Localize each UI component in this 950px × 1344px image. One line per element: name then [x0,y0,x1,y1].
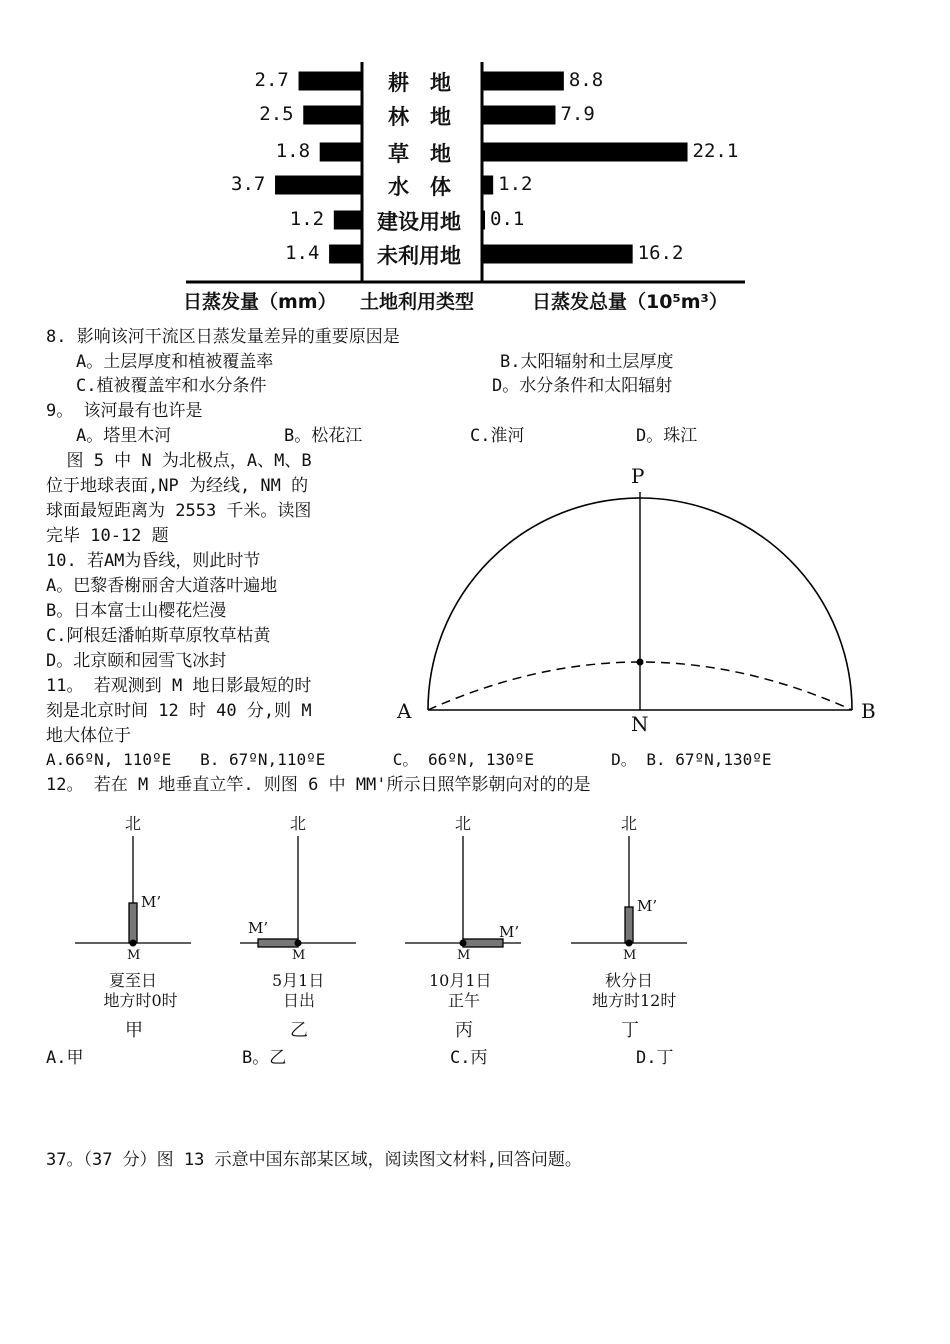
fig6-shadow-0 [129,903,137,943]
bar-left-5 [329,245,362,264]
bar-right-0 [482,72,564,91]
category-label-5: 未利用地 [377,244,461,268]
q12-option-a: A.甲 [46,1048,84,1068]
q10-option-c: C.阿根廷潘帕斯草原牧草枯黄 [46,626,271,646]
bar-left-label-5: 1.4 [285,242,320,264]
fig6-point-m-1 [295,940,302,947]
bar-left-1 [303,106,362,125]
bar-left-2 [320,143,362,162]
fig6-north-label-0: 北 [125,814,142,833]
q10-option-a: A。巴黎香榭丽舍大道落叶遍地 [46,576,278,596]
bar-left-label-3: 3.7 [231,173,266,195]
category-label-1: 林 地 [388,105,451,129]
category-label-2: 草 地 [388,142,451,166]
q8-stem: 8. 影响该河干流区日蒸发量差异的重要原因是 [46,327,400,347]
q8-option-a: A。土层厚度和植被覆盖率 [76,352,274,372]
fig6-mprime-label-2: M’ [499,923,520,941]
fig6-caption1-0: 夏至日 [109,971,158,990]
fig6-caption2-0: 地方时0时 [103,991,178,1010]
fig5-label-p: P [631,464,645,488]
fig6-name-0: 甲 [125,1020,143,1041]
fig6-m-label-3: M [623,948,637,963]
fig6-caption1-1: 5月1日 [272,971,325,990]
category-label-0: 耕 地 [388,71,451,95]
fig6-north-label-1: 北 [290,814,307,833]
category-label-4: 建设用地 [377,210,461,234]
q12-option-b: B。乙 [242,1048,287,1068]
bar-right-1 [482,106,555,125]
fig6-mprime-label-3: M’ [637,897,658,915]
q10-stem: 10. 若AM为昏线，则此时节 [46,551,261,571]
bar-right-label-0: 8.8 [568,69,604,91]
q9-option-d: D。珠江 [636,426,698,446]
fig6-caption2-2: 正午 [448,991,481,1010]
bar-left-label-0: 2.7 [254,69,289,91]
fig5-label-b: B [861,699,876,723]
category-label-3: 水 体 [388,175,451,199]
fig5-label-n: N [631,712,649,736]
q37-stem: 37。（37 分）图 13 示意中国东部某区域，阅读图文材料,回答问题。 [46,1150,582,1170]
bar-left-3 [275,176,362,195]
fig6-north-label-2: 北 [455,814,472,833]
chart-xlabel-right: 日蒸发总量（10⁵m³） [532,291,728,313]
fig6-caption2-1: 日出 [283,991,316,1010]
bar-right-label-5: 16.2 [637,242,684,264]
q8-option-c: C.植被覆盖牢和水分条件 [76,376,267,396]
fig6-point-m-2 [460,940,467,947]
fig6-shadow-1 [258,939,298,947]
intro-line-4: 完毕 10-12 题 [46,526,169,546]
fig6-mprime-label-1: M’ [248,919,269,937]
chart-xlabel-center: 土地利用类型 [360,291,475,313]
q11-stem-1: 11。 若观测到 M 地日影最短的时 [46,676,312,696]
q11-options: A.66ºN, 110ºE B. 67ºN,110ºE C。 66ºN, 130ºE D。 B. 67ºN,130ºE [46,750,772,769]
q10-option-d: D。北京颐和园雪飞冰封 [46,651,227,671]
fig6-m-label-0: M [127,948,141,963]
q8-option-b: B.太阳辐射和土层厚度 [500,352,674,372]
fig6-point-m-3 [626,940,633,947]
bar-left-4 [334,211,362,230]
intro-line-3: 球面最短距离为 2553 千米。读图 [46,501,312,521]
fig6-name-2: 丙 [455,1020,473,1041]
q9-option-c: C.淮河 [470,426,525,446]
bar-left-0 [299,72,362,91]
bar-right-5 [482,245,633,264]
bar-right-3 [482,176,493,195]
bar-right-label-2: 22.1 [692,140,739,162]
fig5-label-a: A [397,699,412,723]
fig6-north-label-3: 北 [621,814,638,833]
bar-left-label-1: 2.5 [259,103,294,125]
chart-xlabel-left: 日蒸发量（mm） [183,291,337,313]
fig6-shadow-3 [625,907,633,943]
bar-right-2 [482,143,688,162]
fig6-name-3: 丁 [621,1020,639,1041]
fig6-m-label-2: M [457,948,471,963]
q11-stem-2: 刻是北京时间 12 时 40 分,则 M [46,701,312,721]
fig6-caption1-2: 10月1日 [429,971,492,990]
q9-option-a: A。塔里木河 [76,426,172,446]
q12-option-c: C.丙 [450,1048,488,1068]
fig6-name-1: 乙 [290,1020,308,1041]
fig6-m-label-1: M [292,948,306,963]
fig6-point-m-0 [130,940,137,947]
q12-option-d: D.丁 [636,1048,674,1068]
intro-line-2: 位于地球表面,NP 为经线, NM 的 [46,476,309,496]
bar-right-label-1: 7.9 [560,103,595,125]
intro-line-1: 图 5 中 N 为北极点，A、M、B [46,451,312,471]
bar-right-label-3: 1.2 [498,173,533,195]
q10-option-b: B。日本富士山樱花烂漫 [46,601,227,621]
q9-stem: 9。 该河最有也许是 [46,401,203,421]
bar-left-label-4: 1.2 [289,208,325,230]
fig5-point-m [637,659,644,666]
fig6-mprime-label-0: M’ [141,893,162,911]
fig6-caption2-3: 地方时12时 [592,991,677,1010]
bar-right-label-4: 0.1 [490,208,525,230]
fig6-shadow-2 [463,939,503,947]
bar-left-label-2: 1.8 [275,140,311,162]
q8-option-d: D。水分条件和太阳辐射 [492,376,673,396]
q12-stem: 12。 若在 M 地垂直立竿. 则图 6 中 MM'所示日照竿影朝向对的的是 [46,775,591,795]
fig6-caption1-3: 秋分日 [605,971,654,990]
q9-option-b: B。松花江 [284,426,363,446]
q11-stem-3: 地大体位于 [46,726,131,746]
